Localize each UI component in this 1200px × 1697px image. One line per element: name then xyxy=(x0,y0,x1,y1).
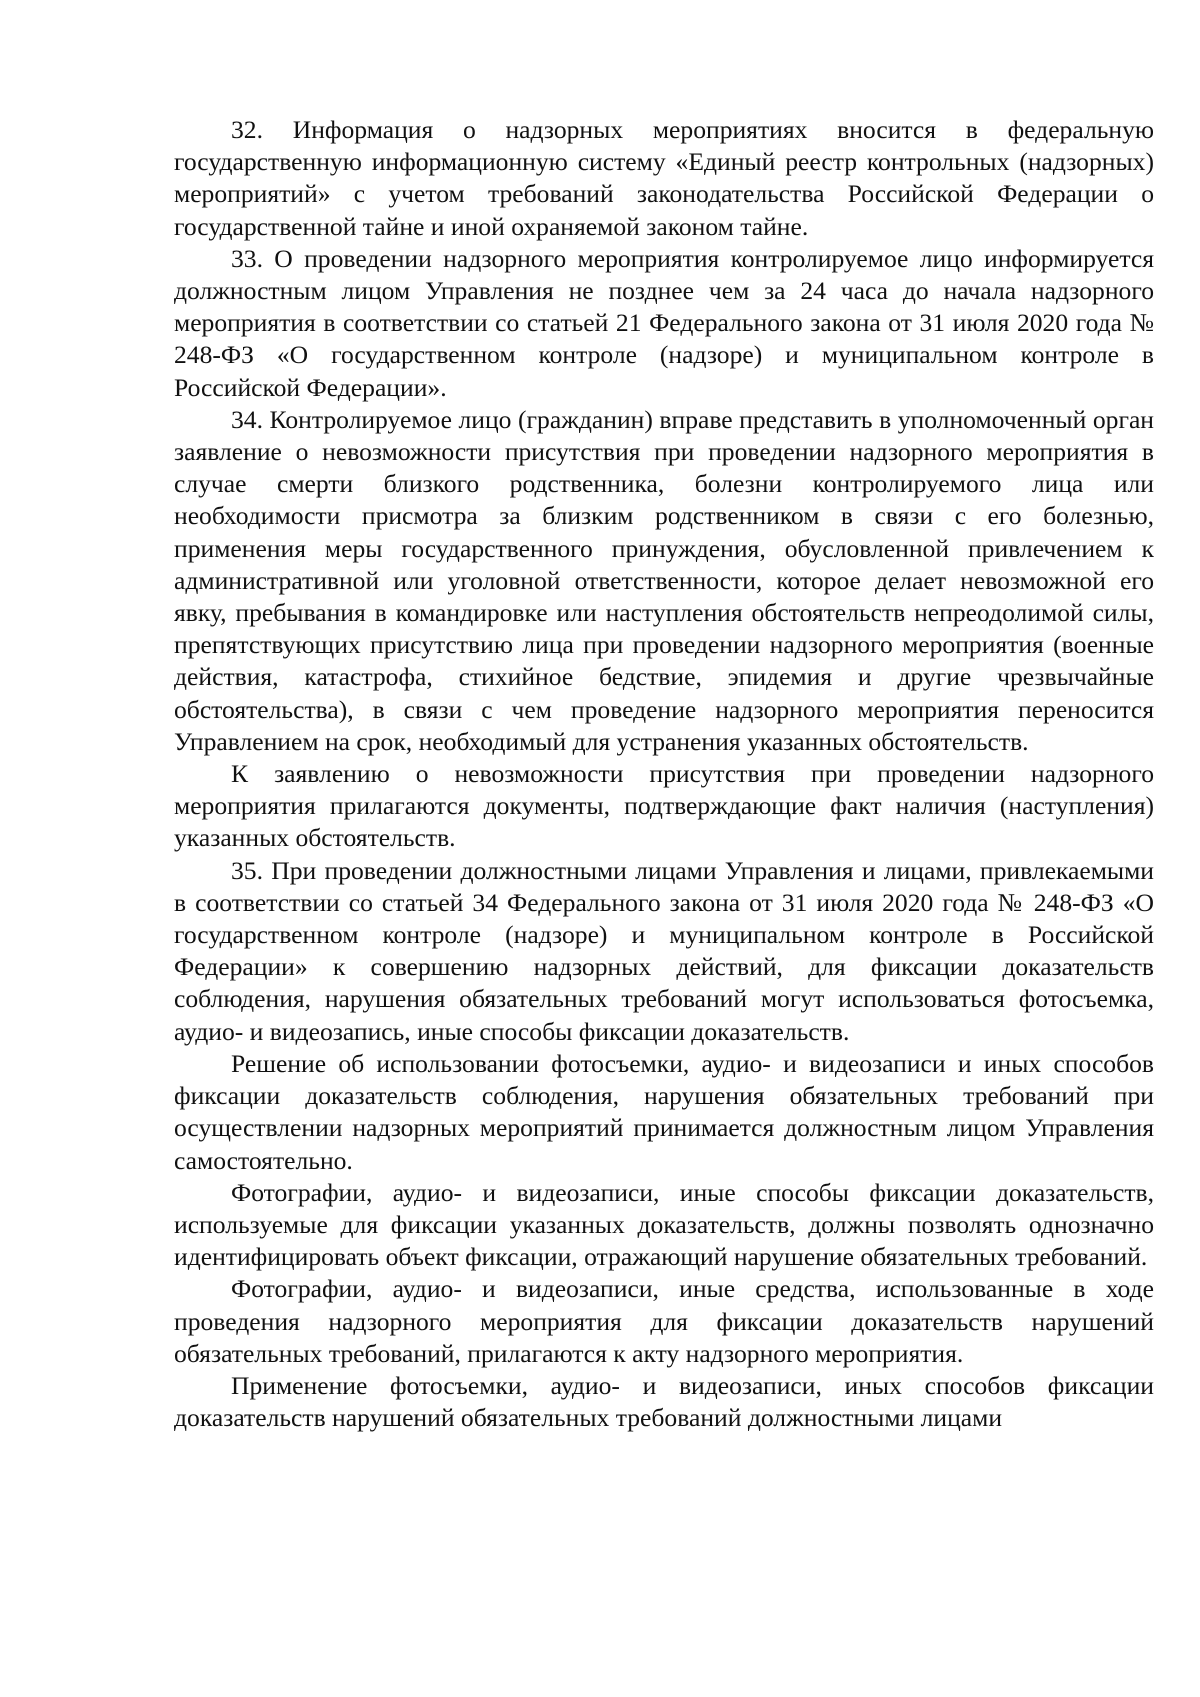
document-page xyxy=(174,114,1154,1434)
paragraph-35: 35. При проведении должностными лицами Управления и лицами, привлекаемыми в соответствии со статьей 34 Федерального закона от 31 июля 2020 года № 248-ФЗ «О государственном контроле (надзоре) и муниципальном контроле в Российской Федерации» к совершению надзорных действий, для фиксации доказательств соблюдения, нарушения обязательных требований могут использоваться фотосъемка, аудио- и видеозапись, иные способы фиксации доказательств. xyxy=(174,855,1154,1046)
paragraph-35-application: Применение фотосъемки, аудио- и видеозаписи, иных способов фиксации доказательств нарушений обязательных требований должностными лицами xyxy=(174,1370,1154,1433)
paragraph-35-attachments: Фотографии, аудио- и видеозаписи, иные средства, использованные в ходе проведения надзорного мероприятия для фиксации доказательств нарушений обязательных требований, прилагаются к акту надзорного мероприятия. xyxy=(174,1274,1154,1368)
paragraph-35-identification: Фотографии, аудио- и видеозаписи, иные способы фиксации доказательств, используемые для фиксации указанных доказательств, должны позволять однозначно идентифицировать объект фиксации, отражающий нарушение обязательных требований. xyxy=(174,1177,1154,1272)
paragraph-32: 32. Информация о надзорных мероприятиях вносится в федеральную государственную информационную систему «Единый реестр контрольных (надзорных) мероприятий» с учетом требований законодательства Российской Федерации о государственной тайне и иной охраняемой законом тайне. xyxy=(174,115,1154,241)
paragraph-33: 33. О проведении надзорного мероприятия контролируемое лицо информируется должностным лицом Управления не позднее чем за 24 часа до начала надзорного мероприятия в соответствии со статьей 21 Федерального закона от 31 июля 2020 года № 248-ФЗ «О государственном контроле (надзоре) и муниципальном контроле в Российской Федерации». xyxy=(174,243,1154,402)
paragraph-34: 34. Контролируемое лицо (гражданин) вправе представить в уполномоченный орган заявление о невозможности присутствия при проведении надзорного мероприятия в случае смерти близкого родственника, болезни контролируемого лица или необходимости присмотра за близким родственником в связи с его болезнью, применения меры государственного принуждения, обусловленной привлечением к административной или уголовной ответственности, которое делает невозможной его явку, пребывания в командировке или наступления обстоятельств непреодолимой силы, препятствующих присутствию лица при проведении надзорного мероприятия (военные действия, катастрофа, стихийное бедствие, эпидемия и другие чрезвычайные обстоятельства), в связи с чем проведение надзорного мероприятия переносится Управлением на срок, необходимый для устранения указанных обстоятельств. xyxy=(174,404,1154,756)
paragraph-35-decision: Решение об использовании фотосъемки, аудио- и видеозаписи и иных способов фиксации доказательств соблюдения, нарушения обязательных требований при осуществлении надзорных мероприятий принимается должностным лицом Управления самостоятельно. xyxy=(174,1048,1154,1175)
paragraph-34-documents: К заявлению о невозможности присутствия при проведении надзорного мероприятия прилагаются документы, подтверждающие факт наличия (наступления) указанных обстоятельств. xyxy=(174,759,1154,853)
